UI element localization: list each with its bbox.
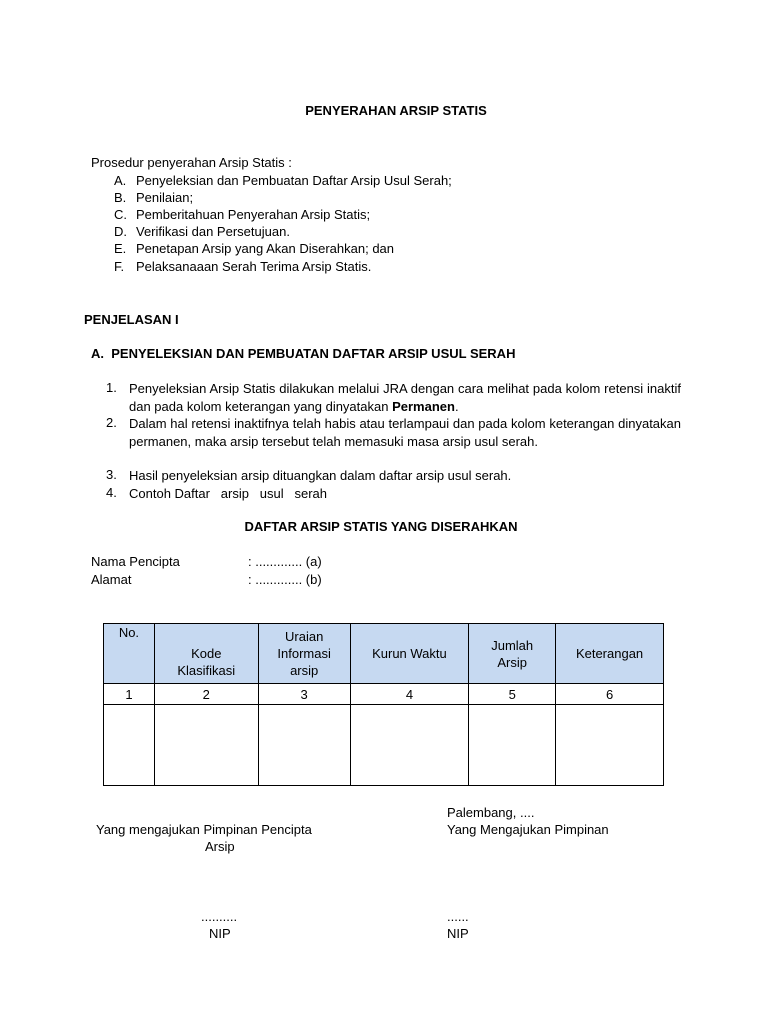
table-cell — [350, 705, 469, 786]
right-signatory-title: Yang Mengajukan Pimpinan — [447, 822, 609, 837]
table-header-cell: Jumlah Arsip — [469, 624, 556, 684]
table-header-cell: Uraian Informasi arsip — [258, 624, 350, 684]
field-label: Nama Pencipta — [91, 554, 180, 569]
table-cell — [258, 705, 350, 786]
section-heading: PENJELASAN I — [84, 312, 179, 327]
left-signatory-title-cont: Arsip — [205, 839, 235, 854]
left-signatory-title: Yang mengajukan Pimpinan Pencipta — [96, 822, 312, 837]
left-nip-label: NIP — [209, 926, 231, 941]
right-signature-dots: ...... — [447, 909, 469, 924]
list-item: 1. Penyeleksian Arsip Statis dilakukan melalui JRA dengan cara melihat pada kolom retensi inaktif dan pada kolom keterangan yang dinyatakan Permanen. — [106, 380, 681, 414]
document-title: PENYERAHAN ARSIP STATIS — [305, 103, 487, 118]
table-row — [104, 684, 664, 705]
table-header-row — [104, 624, 664, 684]
archive-table — [103, 623, 664, 786]
table-header-cell: Keterangan — [556, 624, 664, 684]
table-header-cell: Kode Klasifikasi — [154, 624, 258, 684]
table-cell: 6 — [556, 684, 664, 705]
place-date: Palembang, .... — [447, 805, 535, 820]
list-item: 3. Hasil penyeleksian arsip dituangkan dalam daftar arsip usul serah. — [106, 467, 512, 483]
procedure-intro: Prosedur penyerahan Arsip Statis : — [91, 155, 292, 170]
table-header-cell: Kurun Waktu — [350, 624, 469, 684]
table-cell — [469, 705, 556, 786]
table-header-cell: No. — [104, 624, 155, 684]
list-item: 2. Dalam hal retensi inaktifnya telah habis atau terlampaui dan pada kolom keterangan dinyatakan permanen, maka arsip tersebut telah memasuki masa arsip usul serah. — [106, 415, 681, 449]
field-label: Alamat — [91, 572, 132, 587]
table-cell — [154, 705, 258, 786]
list-item: 4. Contoh Daftar arsip usul serah — [106, 485, 327, 501]
field-value: : ............. (b) — [248, 572, 322, 587]
table-cell: 1 — [104, 684, 155, 705]
left-signature-dots: .......... — [201, 909, 238, 924]
table-cell: 3 — [258, 684, 350, 705]
table-cell: 4 — [350, 684, 469, 705]
subsection-heading: A. PENYELEKSIAN DAN PEMBUATAN DAFTAR ARSIP USUL SERAH — [91, 346, 516, 361]
table-cell — [556, 705, 664, 786]
right-nip-label: NIP — [447, 926, 469, 941]
field-value: : ............. (a) — [248, 554, 322, 569]
emphasis-text: Permanen — [392, 398, 455, 414]
table-cell: 5 — [469, 684, 556, 705]
table-row — [104, 705, 664, 786]
list-title: DAFTAR ARSIP STATIS YANG DISERAHKAN — [244, 519, 518, 534]
table-cell: 2 — [154, 684, 258, 705]
table-cell — [104, 705, 155, 786]
